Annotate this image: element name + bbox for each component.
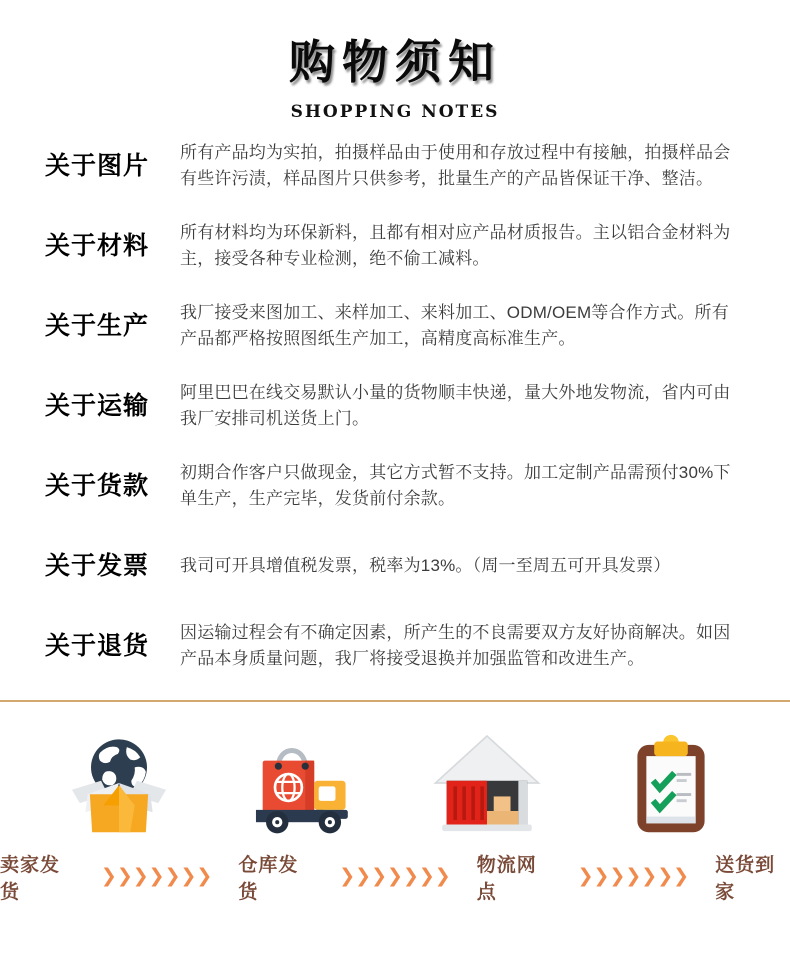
section-label: 关于退货 <box>45 632 150 661</box>
globe-box-icon <box>60 726 178 840</box>
section-about-images <box>45 140 745 193</box>
step-label-home-delivery: 送货到家 <box>715 854 776 903</box>
section-text: 我司可开具增值税发票，税率为13%。（周一至周五可开具发票） <box>180 556 671 576</box>
clipboard-check-icon <box>612 726 730 840</box>
header <box>0 0 790 122</box>
arrow-chevrons-icon: ❯❯❯❯❯❯❯ <box>339 866 451 888</box>
logistics-process-labels <box>0 850 790 904</box>
section-label: 关于生产 <box>45 312 150 341</box>
step-label-warehouse-ship: 仓库发货 <box>238 854 299 903</box>
section-text: 所有材料均为环保新料，且都有相对应产品材质报告。主以铝合金材料为主，接受各种专业检测，绝不偷工减料。 <box>180 223 731 269</box>
section-text: 因运输过程会有不确定因素，所产生的不良需要双方友好协商解决。如因产品本身质量问题，我厂将接受退换并加强监管和改进生产。 <box>180 623 731 669</box>
section-label: 关于图片 <box>45 152 150 181</box>
section-about-invoice <box>45 540 745 593</box>
section-text: 所有产品均为实拍，拍摄样品由于使用和存放过程中有接触，拍摄样品会有些许污渍，样品图片只供参考，批量生产的产品皆保证干净、整洁。 <box>180 143 731 189</box>
notes-sections <box>0 140 790 673</box>
section-label: 关于材料 <box>45 232 150 261</box>
section-about-payment <box>45 460 745 513</box>
page-title: 购物须知 <box>289 35 501 89</box>
logistics-process-icons <box>0 726 790 840</box>
section-text: 阿里巴巴在线交易默认小量的货物顺丰快递，量大外地发物流，省内可由我厂安排司机送货上门。 <box>180 383 731 429</box>
arrow-chevrons-icon: ❯❯❯❯❯❯❯ <box>577 866 690 888</box>
arrow-chevrons-icon: ❯❯❯❯❯❯❯ <box>100 866 213 888</box>
divider-line <box>0 700 790 702</box>
section-text: 我厂接受来图加工、来样加工、来料加工、ODM/OEM等合作方式。所有产品都严格按照图纸生产加工，高精度高标准生产。 <box>180 303 729 349</box>
section-label: 关于运输 <box>45 392 150 421</box>
page-subtitle: SHOPPING NOTES <box>290 101 500 122</box>
step-label-seller-ship: 卖家发货 <box>0 854 61 903</box>
step-label-logistics-outlet: 物流网点 <box>476 854 537 903</box>
shopping-truck-icon <box>244 726 362 840</box>
section-about-shipping <box>45 380 745 433</box>
section-about-materials <box>45 220 745 273</box>
section-label: 关于发票 <box>45 552 150 581</box>
section-about-returns <box>45 620 745 673</box>
section-text: 初期合作客户只做现金，其它方式暂不支持。加工定制产品需预付30%下单生产，生产完毕，发货前付余款。 <box>180 463 731 509</box>
section-about-production <box>45 300 745 353</box>
warehouse-icon <box>428 726 546 840</box>
section-label: 关于货款 <box>45 472 150 501</box>
